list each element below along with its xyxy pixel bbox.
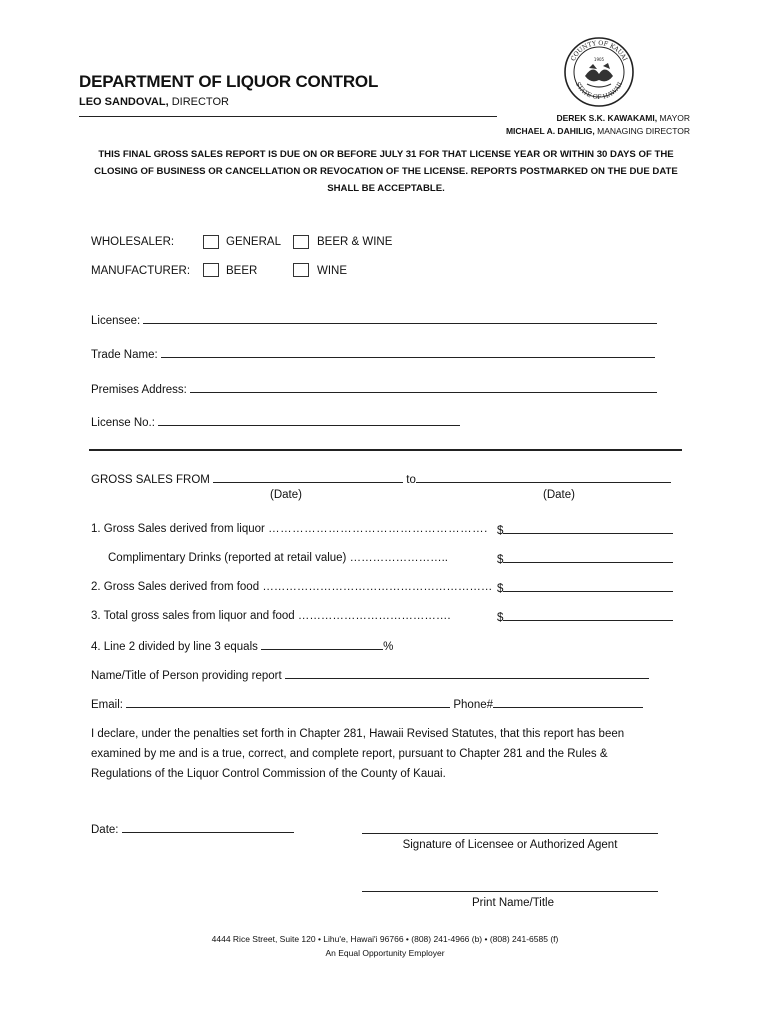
signature-field[interactable] xyxy=(362,824,658,834)
manager-name: MICHAEL A. DAHILIG, xyxy=(505,126,595,136)
line1-amount xyxy=(497,523,673,537)
footer-eoe: An Equal Opportunity Employer xyxy=(325,948,445,958)
line1b-amount-field[interactable] xyxy=(503,552,673,563)
phone-label: Phone# xyxy=(453,699,494,711)
county-seal-icon xyxy=(563,36,635,108)
mayor-line xyxy=(506,112,690,125)
line3-amount xyxy=(497,610,673,624)
seal-top-text: COUNTY OF KAUAI xyxy=(569,39,629,63)
line1b-label: Complimentary Drinks (reported at retail value) xyxy=(108,552,347,564)
line4-row xyxy=(91,639,393,653)
department-title: DEPARTMENT OF LIQUOR CONTROL xyxy=(79,72,379,91)
section-divider xyxy=(89,449,682,451)
beer-wine-option-label: BEER & WINE xyxy=(317,236,393,248)
manufacturer-wine-checkbox[interactable] xyxy=(293,263,309,277)
from-date-caption: (Date) xyxy=(270,489,302,501)
licensee-row xyxy=(91,313,657,327)
manufacturer-label: MANUFACTURER: xyxy=(91,265,191,277)
line2-dollar-sign: $ xyxy=(497,583,504,595)
general-option-label: GENERAL xyxy=(226,236,281,248)
gross-sales-from-date-field[interactable] xyxy=(213,472,403,483)
date-field[interactable] xyxy=(122,822,294,833)
line3-dollar-sign: $ xyxy=(497,612,504,624)
line3-row: 3. Total gross sales from liquor and food …………………………………. xyxy=(91,610,451,622)
wholesaler-label: WHOLESALER: xyxy=(91,236,175,248)
gross-sales-to-date-field[interactable] xyxy=(416,472,671,483)
line1b-amount xyxy=(497,552,673,566)
line4-label: 4. Line 2 divided by line 3 equals xyxy=(91,641,258,653)
manufacturer-beer-checkbox[interactable] xyxy=(203,263,219,277)
licensee-label: Licensee: xyxy=(91,315,141,327)
svg-text:STATE OF HAWAII xyxy=(574,81,624,101)
line2-label: 2. Gross Sales derived from food xyxy=(91,581,260,593)
line1-row: 1. Gross Sales derived from liquor ………………………………………………. xyxy=(91,523,488,535)
to-date-caption: (Date) xyxy=(543,489,575,501)
name-title-label: Name/Title of Person providing report xyxy=(91,670,282,682)
line3-amount-field[interactable] xyxy=(503,610,673,621)
license-no-label: License No.: xyxy=(91,417,155,429)
print-name-field[interactable] xyxy=(362,882,658,892)
gross-sales-to-label: to xyxy=(406,474,416,486)
director-name: LEO SANDOVAL, xyxy=(79,96,169,108)
line1b-row: Complimentary Drinks (reported at retail value) …………………….. xyxy=(108,552,448,564)
director-line xyxy=(79,96,229,108)
mayor-title: MAYOR xyxy=(659,113,690,123)
declaration-text: I declare, under the penalties set forth in Chapter 281, Hawaii Revised Statutes, that this report has been examined by me and is a true, correct, and complete report, pursuant to Chapter 281 and the Rules & Regulations of the Liquor Control Commission of the County of Kauai. xyxy=(91,728,625,780)
gross-sales-period-row xyxy=(91,472,671,486)
license-no-row xyxy=(91,415,460,429)
licensee-field[interactable] xyxy=(143,313,657,324)
director-title: DIRECTOR xyxy=(171,96,229,108)
manager-title: MANAGING DIRECTOR xyxy=(597,126,690,136)
license-no-field[interactable] xyxy=(158,415,460,426)
date-label: Date: xyxy=(91,824,119,836)
print-name-caption: Print Name/Title xyxy=(472,897,555,909)
gross-sales-from-label: GROSS SALES FROM xyxy=(91,474,210,486)
email-field[interactable] xyxy=(126,697,450,708)
line2-amount xyxy=(497,581,673,595)
signature-caption: Signature of Licensee or Authorized Agent xyxy=(402,839,618,851)
mayor-name: DEREK S.K. KAWAKAMI, xyxy=(556,113,658,123)
header-rule xyxy=(79,116,497,117)
line2-amount-field[interactable] xyxy=(503,581,673,592)
premises-address-field[interactable] xyxy=(190,382,657,393)
wine-option-label: WINE xyxy=(317,265,348,277)
line1b-dollar-sign: $ xyxy=(497,554,504,566)
due-date-notice: THIS FINAL GROSS SALES REPORT IS DUE ON OR BEFORE JULY 31 FOR THAT LICENSE YEAR OR WITHIN 30 DAYS OF THE CLOSING OF BUSINESS OR CANCELLATION OR REVOCATION OF THE LICENSE. REPORTS POSTMARKED ON THE DUE DATE SHALL BE ACCEPTABLE. xyxy=(94,149,678,194)
seal-bottom-text: STATE OF HAWAII xyxy=(573,81,625,102)
mayor-block xyxy=(506,112,690,138)
email-label: Email: xyxy=(91,699,123,711)
trade-name-row xyxy=(91,347,655,361)
line1-label: 1. Gross Sales derived from liquor xyxy=(91,523,265,535)
trade-name-label: Trade Name: xyxy=(91,349,158,361)
line2-row: 2. Gross Sales derived from food …………………………………………………… xyxy=(91,581,493,593)
wholesaler-general-checkbox[interactable] xyxy=(203,235,219,249)
trade-name-field[interactable] xyxy=(161,347,655,358)
name-title-field[interactable] xyxy=(285,668,649,679)
premises-address-label: Premises Address: xyxy=(91,384,187,396)
percent-sign: % xyxy=(383,641,394,653)
phone-field[interactable] xyxy=(493,697,643,708)
line1-amount-field[interactable] xyxy=(503,523,673,534)
name-title-row xyxy=(91,668,649,682)
footer-address: 4444 Rice Street, Suite 120 • Lihu'e, Hawai'i 96766 • (808) 241-4966 (b) • (808) 241-6585 (f) xyxy=(211,934,559,944)
line4-percent-field[interactable] xyxy=(261,639,383,650)
seal-year-text: 1905 xyxy=(593,57,605,62)
manager-line xyxy=(506,125,690,138)
line3-label: 3. Total gross sales from liquor and food xyxy=(91,610,295,622)
line1-dollar-sign: $ xyxy=(497,525,504,537)
beer-option-label: BEER xyxy=(226,265,258,277)
wholesaler-beer-wine-checkbox[interactable] xyxy=(293,235,309,249)
email-phone-row xyxy=(91,697,643,711)
date-row xyxy=(91,822,294,836)
premises-address-row xyxy=(91,382,657,396)
